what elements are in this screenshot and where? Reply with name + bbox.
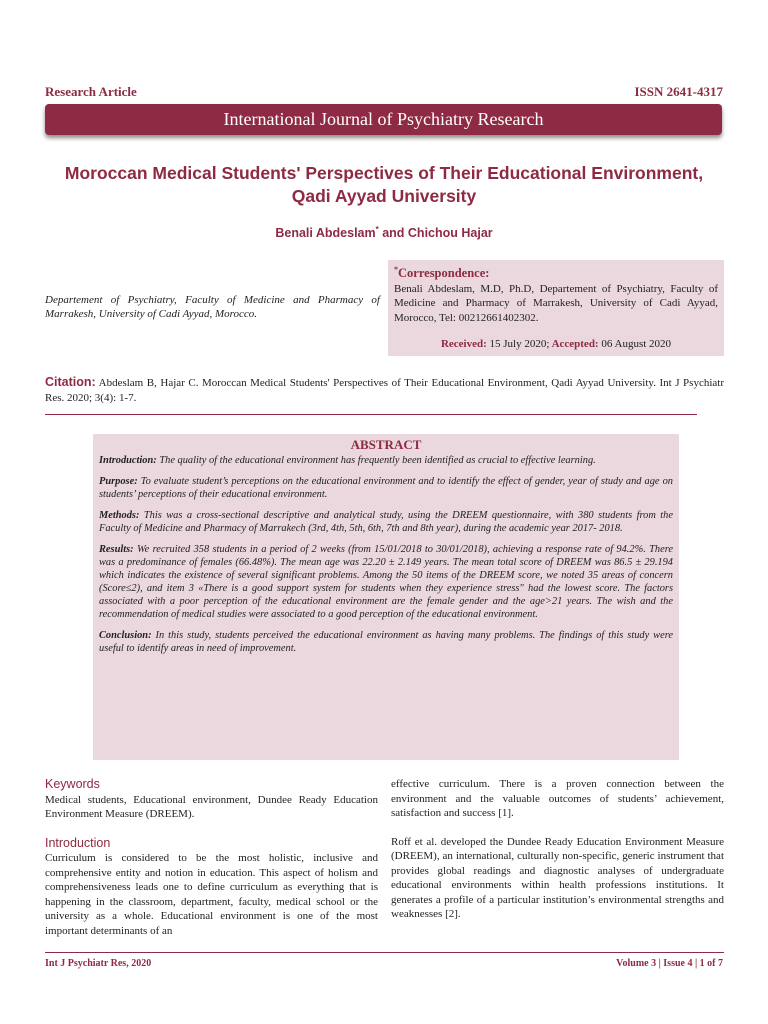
abstract-conclusion-label: Conclusion:	[99, 630, 152, 641]
abstract-results-text: We recruited 358 students in a period of 2 weeks (from 15/01/2018 to 30/01/2018), achieving a response rate of 94.2%. There was a predominance of females (66.48%). The mean age was 22.20 ± 2.149 years. The mean total score of DREEM was 86.5 ± 29.194 which indicates the existence of several significant problems. Among the 50 items of the DREEM score, we noted 35 areas of concern (Score≤2), and item 3 «There is a good support system for students when they experience stress" had the lowest score. The factors associated with a poor perception of the educational environment are the female gender and the age>21 years. The wish and the recommendation of medical studies were associated to a good perception of the educational environment.	[99, 544, 673, 620]
abstract-results-label: Results:	[99, 544, 134, 555]
introduction-paragraph-2: Roff et al. developed the Dundee Ready Education Environment Measure (DREEM), an international, culturally non-specific, generic instrument that provides global readings and diagnostic analyses of undergraduate educational environments within health professions institutions. It generates a profile of a particular institution’s environmental strengths and weaknesses [2].	[391, 835, 724, 920]
abstract-conclusion-text: In this study, students perceived the educational environment as having many problems. The findings of this study were useful to identify areas in need of improvement.	[99, 630, 673, 654]
correspondence-heading-text: Correspondence:	[398, 266, 490, 281]
abstract-purpose-label: Purpose:	[99, 476, 138, 487]
citation	[45, 375, 724, 406]
accepted-date: 06 August 2020	[598, 338, 672, 351]
citation-label: Citation:	[45, 375, 96, 389]
author-first: Benali Abdeslam	[275, 226, 376, 241]
citation-text: Abdeslam B, Hajar C. Moroccan Medical Students' Perspectives of Their Educational Environment, Qadi Ayyad University. Int J Psychiatr Res. 2020; 3(4): 1-7.	[45, 377, 724, 404]
right-column	[391, 777, 724, 936]
abstract-heading: ABSTRACT	[350, 437, 422, 452]
abstract-conclusion	[99, 629, 673, 655]
dates	[394, 337, 718, 352]
abstract-methods	[99, 509, 673, 535]
correspondence-heading	[394, 263, 718, 281]
abstract-box	[93, 434, 679, 760]
authors	[40, 225, 728, 240]
introduction-heading: Introduction	[45, 835, 111, 850]
accepted-label: Accepted:	[549, 338, 599, 351]
footer-rule	[45, 952, 724, 953]
article-type: Research Article	[45, 84, 137, 99]
received-label: Received:	[440, 338, 487, 351]
abstract-purpose-text: To evaluate student’s perceptions on the educational environment and to identify the effect of gender, year of study and age on students’ perceptions of their educational environment.	[99, 476, 673, 500]
received-date: 15 July 2020;	[486, 338, 550, 351]
left-column	[45, 777, 378, 952]
keywords-heading: Keywords	[45, 777, 100, 791]
issn: ISSN 2641-4317	[634, 84, 723, 99]
introduction-paragraph-1: Curriculum is considered to be the most holistic, inclusive and comprehensive entity and notion in education. This aspect of holism and comprehensiveness leads one to define curriculum as everything that is happening in the classroom, department, faculty, medical school or the university as a whole. Educational environment is one of the most important determinants of an	[45, 852, 378, 937]
abstract-introduction-text: The quality of the educational environment has frequently been identified as crucial to effective learning.	[156, 455, 596, 466]
author-rest: and Chichou Hajar	[378, 226, 493, 241]
footer-journal: Int J Psychiatr Res, 2020	[45, 958, 152, 969]
correspondence-box	[388, 260, 724, 356]
divider	[45, 414, 697, 415]
affiliation: Departement of Psychiatry, Faculty of Medicine and Pharmacy of Marrakesh, University of Cadi Ayyad, Morocco.	[45, 294, 380, 320]
correspondence-body: Benali Abdeslam, M.D, Ph.D, Departement of Psychiatry, Faculty of Medicine and Pharmacy of Marrakesh, University of Cadi Ayyad, Morocco, Tel: 00212661402302.	[394, 282, 718, 324]
journal-banner: International Journal of Psychiatry Research	[45, 104, 722, 135]
abstract-results	[99, 543, 673, 621]
abstract-introduction	[99, 454, 673, 467]
title-line-1: Moroccan Medical Students' Perspectives of Their Educational Environment,	[64, 163, 704, 183]
footer-page-info: Volume 3 | Issue 4 | 1 of 7	[616, 958, 723, 969]
abstract-methods-label: Methods:	[99, 510, 140, 521]
abstract-methods-text: This was a cross-sectional descriptive and analytical study, using the DREEM questionnaire, with 380 students from the Faculty of Medicine and Pharmacy of Marrakech (3rd, 4th, 5th, 6th, 7th and 8th year), during the academic year 2017- 2018.	[99, 510, 673, 534]
title-line-2: Qadi Ayyad University	[291, 186, 477, 206]
introduction-paragraph-1-continued: effective curriculum. There is a proven connection between the environment and the valuable outcomes of students’ achievement, satisfaction and success [1].	[391, 778, 724, 819]
author-mark: *	[375, 225, 379, 234]
keywords-text: Medical students, Educational environment, Dundee Ready Education Environment Measure (DREEM).	[45, 793, 378, 820]
article-title	[40, 162, 728, 208]
abstract-purpose	[99, 475, 673, 501]
correspondence-mark: *	[394, 265, 398, 274]
abstract-introduction-label: Introduction:	[99, 455, 157, 466]
